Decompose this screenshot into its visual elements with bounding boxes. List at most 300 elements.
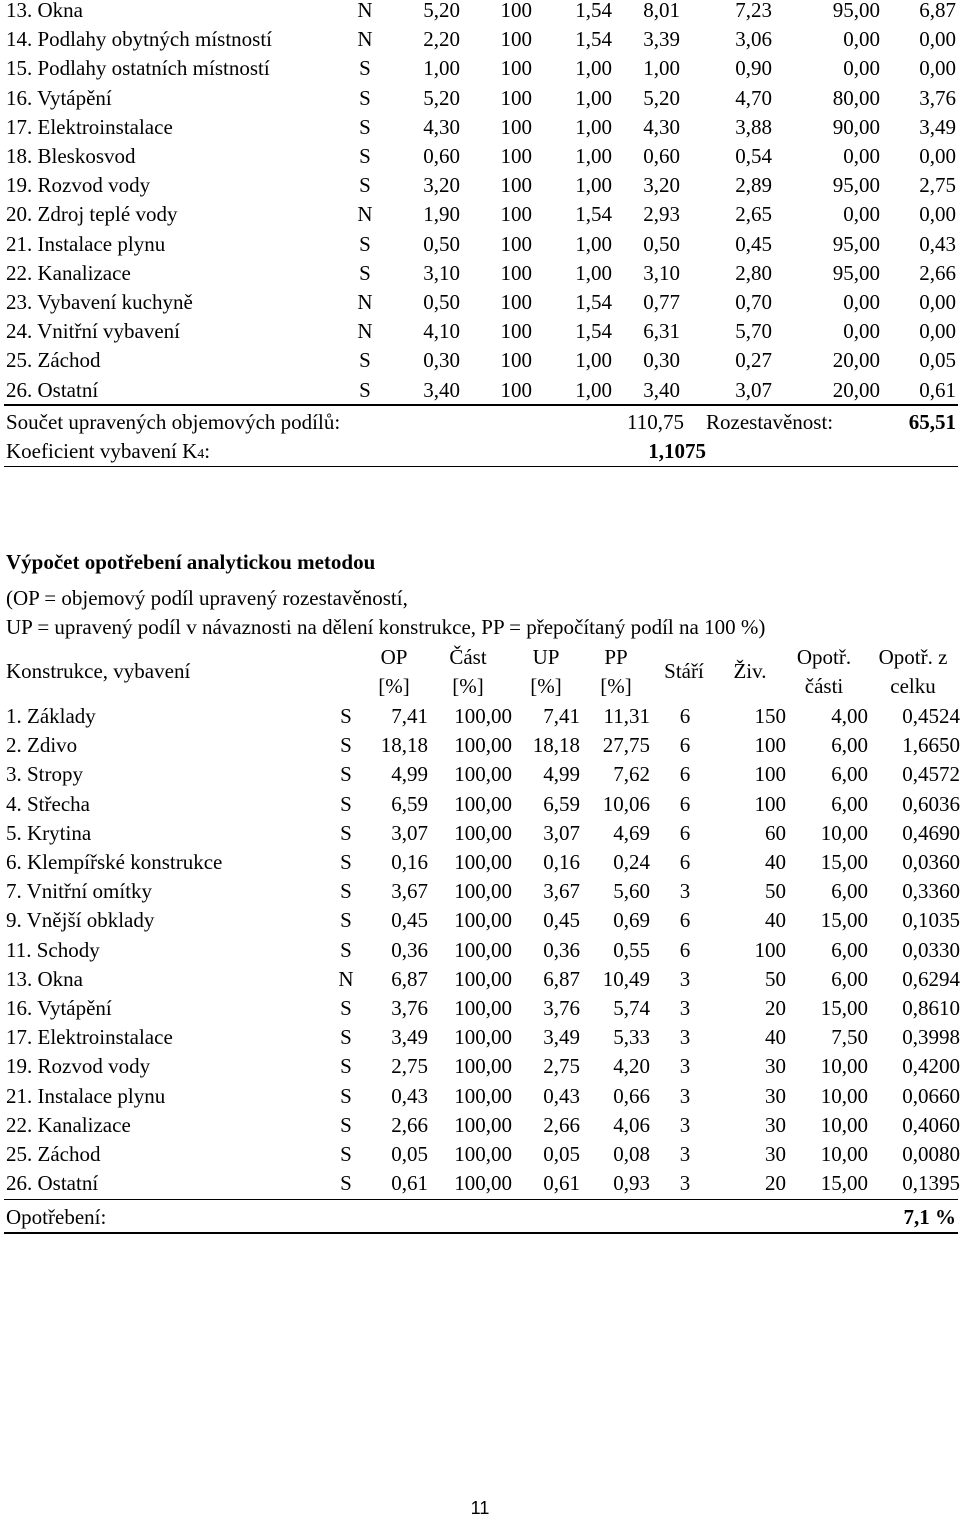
cell-v1: 2,20 <box>423 27 460 52</box>
cell-item: 2. Zdivo <box>6 733 78 758</box>
cell-pp: 0,69 <box>613 908 650 933</box>
cell-pp: 0,93 <box>613 1171 650 1196</box>
cell-up: 7,41 <box>543 704 580 728</box>
cell-v7: 0,61 <box>919 377 956 402</box>
cell-type: S <box>359 114 371 139</box>
cell-pp: 11,31 <box>603 704 650 728</box>
cell-item: 5. Krytina <box>6 820 92 845</box>
cell-v5: 3,88 <box>735 114 772 139</box>
table-row <box>0 1082 960 1111</box>
cell-v3: 1,00 <box>575 144 612 168</box>
cell-v3: 1,00 <box>575 231 612 256</box>
cell-v6: 0,00 <box>843 144 880 168</box>
cell-opotr-casti: 6,00 <box>831 879 868 904</box>
header-pp-unit: [%] <box>600 674 632 698</box>
table2-separator <box>4 1199 958 1200</box>
cell-opotr-celku: 0,0080 <box>902 1142 960 1166</box>
header-stari: Stáří <box>664 659 704 683</box>
cell-type: S <box>340 1025 352 1050</box>
cell-pp: 5,74 <box>613 996 650 1020</box>
cell-item: 3. Stropy <box>6 762 84 787</box>
cell-v5: 0,27 <box>735 348 772 373</box>
cell-type: S <box>340 1171 352 1196</box>
cell-v3: 1,00 <box>575 56 612 81</box>
cell-v6: 95,00 <box>832 231 880 256</box>
cell-opotr-celku: 0,3360 <box>902 879 960 904</box>
cell-v2: 100 <box>500 260 532 285</box>
cell-type: S <box>359 231 371 256</box>
cell-v7: 6,87 <box>919 0 956 22</box>
cell-type: S <box>359 85 371 110</box>
cell-pp: 5,33 <box>613 1025 650 1050</box>
cell-stari: 6 <box>679 762 691 787</box>
cell-item: 23. Vybavení kuchyně <box>6 290 193 314</box>
cell-opotr-casti: 15,00 <box>820 1171 868 1196</box>
table-row <box>0 288 960 317</box>
cell-up: 3,76 <box>543 996 580 1020</box>
table1-separator <box>4 404 958 406</box>
cell-v1: 5,20 <box>423 85 460 110</box>
cell-v2: 100 <box>500 85 532 110</box>
cell-v1: 3,40 <box>423 377 460 402</box>
cell-cast: 100,00 <box>454 1112 512 1137</box>
section-note-2: UP = upravený podíl v návaznosti na dělení konstrukce, PP = přepočítaný podíl na 100 %) <box>6 615 766 639</box>
cell-stari: 3 <box>679 1171 691 1196</box>
cell-v5: 2,89 <box>735 173 772 198</box>
table-row <box>0 142 960 171</box>
cell-ziv: 20 <box>765 1171 786 1196</box>
cell-v5: 0,90 <box>735 56 772 81</box>
cell-v1: 1,90 <box>423 202 460 227</box>
cell-pp: 10,49 <box>602 966 650 991</box>
cell-opotr-casti: 6,00 <box>831 762 868 787</box>
table-row <box>0 54 960 83</box>
cell-item: 20. Zdroj teplé vody <box>6 202 178 227</box>
cell-v6: 95,00 <box>832 260 880 285</box>
cell-v4: 3,40 <box>643 377 680 402</box>
header-konstrukce: Konstrukce, vybavení <box>6 659 191 683</box>
table-row <box>0 790 960 819</box>
cell-ziv: 40 <box>765 908 786 933</box>
cell-item: 21. Instalace plynu <box>6 231 166 256</box>
cell-v5: 4,70 <box>735 85 772 110</box>
cell-v7: 0,00 <box>919 27 956 52</box>
cell-pp: 0,55 <box>613 937 650 962</box>
cell-item: 18. Bleskosvod <box>6 144 136 168</box>
cell-v2: 100 <box>500 27 532 52</box>
sum-label: Součet upravených objemových podílů: <box>6 410 341 434</box>
cell-v2: 100 <box>500 377 532 402</box>
cell-opotr-celku: 0,6036 <box>902 791 960 816</box>
cell-ziv: 40 <box>765 1025 786 1050</box>
cell-type: S <box>340 1112 352 1137</box>
cell-v5: 3,06 <box>735 27 772 52</box>
cell-item: 4. Střecha <box>6 791 90 816</box>
table-row <box>0 994 960 1023</box>
table-row <box>0 731 960 760</box>
cell-pp: 10,06 <box>602 791 650 816</box>
cell-item: 26. Ostatní <box>6 377 99 402</box>
cell-v6: 20,00 <box>832 377 880 402</box>
cell-stari: 3 <box>679 879 691 904</box>
cell-v2: 100 <box>500 114 532 139</box>
cell-v7: 0,00 <box>919 56 956 81</box>
cell-cast: 100,00 <box>454 820 512 845</box>
cell-stari: 6 <box>679 850 691 874</box>
cell-cast: 100,00 <box>454 704 512 728</box>
cell-type: S <box>359 173 371 198</box>
cell-item: 22. Kanalizace <box>6 260 131 285</box>
cell-v3: 1,00 <box>575 85 612 110</box>
cell-v2: 100 <box>500 56 532 81</box>
cell-ziv: 100 <box>754 762 786 787</box>
cell-opotr-casti: 6,00 <box>831 791 868 816</box>
cell-ziv: 100 <box>754 791 786 816</box>
cell-v4: 6,31 <box>643 319 680 344</box>
cell-stari: 3 <box>679 996 691 1020</box>
cell-op: 0,05 <box>391 1142 428 1166</box>
koef-value: 1,1075 <box>648 439 706 463</box>
cell-v3: 1,00 <box>575 377 612 402</box>
header-ziv: Živ. <box>733 659 767 683</box>
cell-v1: 5,20 <box>423 0 460 22</box>
cell-op: 0,16 <box>391 850 428 874</box>
cell-op: 2,75 <box>391 1054 428 1079</box>
table-row <box>0 965 960 994</box>
cell-opotr-celku: 0,6294 <box>902 966 960 991</box>
table-row <box>0 1111 960 1140</box>
cell-stari: 6 <box>679 791 691 816</box>
cell-opotr-casti: 15,00 <box>820 996 868 1020</box>
cell-type: N <box>338 966 354 991</box>
cell-stari: 6 <box>679 937 691 962</box>
table-row <box>0 906 960 935</box>
cell-type: N <box>357 27 373 52</box>
cell-v6: 0,00 <box>843 27 880 52</box>
cell-stari: 6 <box>679 704 691 728</box>
cell-v2: 100 <box>500 290 532 314</box>
cell-opotr-casti: 15,00 <box>820 908 868 933</box>
header-op-unit: [%] <box>378 674 410 698</box>
cell-op: 0,45 <box>391 908 428 933</box>
cell-type: S <box>340 1054 352 1079</box>
cell-type: S <box>359 260 371 285</box>
cell-opotr-casti: 15,00 <box>820 850 868 874</box>
cell-item: 19. Rozvod vody <box>6 1054 151 1079</box>
cell-v7: 2,75 <box>919 173 956 198</box>
cell-opotr-casti: 6,00 <box>831 733 868 758</box>
cell-v5: 0,70 <box>735 290 772 314</box>
cell-type: S <box>340 1083 352 1108</box>
cell-opotr-casti: 7,50 <box>831 1025 868 1050</box>
cell-up: 6,59 <box>543 791 580 816</box>
cell-v1: 4,30 <box>423 114 460 139</box>
cell-item: 7. Vnitřní omítky <box>6 879 153 904</box>
cell-up: 0,43 <box>543 1083 580 1108</box>
cell-op: 0,43 <box>391 1083 428 1108</box>
cell-opotr-celku: 0,1395 <box>902 1171 960 1196</box>
cell-opotr-celku: 0,4524 <box>902 704 960 728</box>
cell-v4: 8,01 <box>643 0 680 22</box>
header-cast-unit: [%] <box>452 674 484 698</box>
cell-v6: 90,00 <box>832 114 880 139</box>
cell-ziv: 150 <box>754 704 786 728</box>
cell-cast: 100,00 <box>454 1142 512 1166</box>
cell-ziv: 50 <box>765 879 786 904</box>
table-row <box>0 171 960 200</box>
cell-v4: 1,00 <box>643 56 680 81</box>
cell-v4: 0,30 <box>643 348 680 373</box>
cell-v3: 1,54 <box>575 0 612 22</box>
rozestavenost-label: Rozestavěnost: <box>706 410 834 434</box>
cell-v6: 0,00 <box>843 202 880 227</box>
cell-type: S <box>340 908 352 933</box>
cell-stari: 3 <box>679 1112 691 1137</box>
cell-stari: 6 <box>679 908 691 933</box>
cell-type: S <box>340 937 352 962</box>
cell-up: 0,36 <box>543 937 580 962</box>
cell-stari: 3 <box>679 1025 691 1050</box>
cell-ziv: 30 <box>765 1054 786 1079</box>
cell-pp: 4,20 <box>613 1054 650 1079</box>
table-row <box>0 113 960 142</box>
cell-item: 21. Instalace plynu <box>6 1083 166 1108</box>
cell-op: 0,61 <box>391 1171 428 1196</box>
cell-stari: 3 <box>679 966 691 991</box>
cell-type: N <box>357 319 373 344</box>
cell-opotr-celku: 1,6650 <box>902 733 960 758</box>
cell-type: S <box>340 704 352 728</box>
cell-op: 6,87 <box>391 966 428 991</box>
cell-opotr-celku: 0,4060 <box>902 1112 960 1137</box>
cell-type: S <box>340 996 352 1020</box>
header-cast: Část <box>449 645 487 669</box>
cell-opotr-casti: 10,00 <box>820 1142 868 1166</box>
header-opotr-celku: Opotř. z <box>878 645 948 669</box>
cell-ziv: 50 <box>765 966 786 991</box>
table-row <box>0 819 960 848</box>
cell-v5: 3,07 <box>735 377 772 402</box>
table-row <box>0 346 960 375</box>
cell-v7: 2,66 <box>919 260 956 285</box>
cell-opotr-casti: 10,00 <box>820 1083 868 1108</box>
cell-item: 14. Podlahy obytných místností <box>6 27 273 52</box>
cell-v1: 4,10 <box>423 319 460 344</box>
cell-type: S <box>340 762 352 787</box>
header-up: UP <box>532 645 560 669</box>
cell-cast: 100,00 <box>454 762 512 787</box>
cell-ziv: 60 <box>765 820 786 845</box>
opotrebeni-value: 7,1 % <box>903 1205 956 1229</box>
opotrebeni-label: Opotřebení: <box>6 1205 107 1229</box>
cell-v1: 0,50 <box>423 290 460 314</box>
cell-up: 0,61 <box>543 1171 580 1196</box>
cell-type: N <box>357 0 373 22</box>
cell-v7: 0,00 <box>919 202 956 227</box>
cell-v3: 1,54 <box>575 290 612 314</box>
cell-op: 3,49 <box>391 1025 428 1050</box>
header-opotr-casti: Opotř. <box>796 645 852 669</box>
cell-type: N <box>357 290 373 314</box>
header-pp: PP <box>604 645 628 669</box>
cell-ziv: 30 <box>765 1112 786 1137</box>
cell-cast: 100,00 <box>454 733 512 758</box>
cell-v7: 3,49 <box>919 114 956 139</box>
cell-opotr-casti: 6,00 <box>831 937 868 962</box>
cell-opotr-celku: 0,4572 <box>902 762 960 787</box>
cell-opotr-celku: 0,4200 <box>902 1054 960 1079</box>
cell-v5: 5,70 <box>735 319 772 344</box>
cell-item: 16. Vytápění <box>6 85 112 110</box>
cell-cast: 100,00 <box>454 1025 512 1050</box>
page-number: 11 <box>470 1498 490 1518</box>
cell-v4: 3,20 <box>643 173 680 198</box>
cell-cast: 100,00 <box>454 1054 512 1079</box>
cell-up: 4,99 <box>543 762 580 787</box>
table-row <box>0 760 960 789</box>
cell-pp: 27,75 <box>602 733 650 758</box>
table-row <box>0 877 960 906</box>
cell-opotr-casti: 10,00 <box>820 1112 868 1137</box>
cell-v2: 100 <box>500 348 532 373</box>
cell-v5: 0,54 <box>735 144 772 168</box>
cell-up: 0,16 <box>543 850 580 874</box>
cell-v7: 0,43 <box>919 231 956 256</box>
cell-v4: 2,93 <box>643 202 680 227</box>
cell-cast: 100,00 <box>454 791 512 816</box>
cell-opotr-celku: 0,0660 <box>902 1083 960 1108</box>
cell-item: 25. Záchod <box>6 348 101 373</box>
cell-pp: 0,24 <box>613 850 650 874</box>
cell-opotr-casti: 10,00 <box>820 1054 868 1079</box>
table-row <box>0 25 960 54</box>
cell-ziv: 100 <box>754 937 786 962</box>
cell-opotr-celku: 0,4690 <box>902 820 960 845</box>
cell-item: 26. Ostatní <box>6 1171 99 1196</box>
cell-cast: 100,00 <box>454 879 512 904</box>
cell-v4: 0,77 <box>643 290 680 314</box>
cell-cast: 100,00 <box>454 1171 512 1196</box>
cell-v3: 1,00 <box>575 173 612 198</box>
cell-type: N <box>357 202 373 227</box>
cell-pp: 5,60 <box>613 879 650 904</box>
cell-stari: 3 <box>679 1083 691 1108</box>
cell-cast: 100,00 <box>454 937 512 962</box>
cell-v7: 0,00 <box>919 144 956 168</box>
cell-v3: 1,00 <box>575 348 612 373</box>
cell-op: 4,99 <box>391 762 428 787</box>
table-row <box>0 848 960 877</box>
cell-pp: 0,66 <box>613 1083 650 1108</box>
table-row <box>0 230 960 259</box>
cell-opotr-celku: 0,8610 <box>902 996 960 1020</box>
section-note-1: (OP = objemový podíl upravený rozestavěností, <box>6 586 408 610</box>
cell-opotr-casti: 4,00 <box>831 704 868 728</box>
cell-opotr-celku: 0,0360 <box>902 850 960 874</box>
cell-item: 6. Klempířské konstrukce <box>6 850 223 874</box>
cell-opotr-casti: 6,00 <box>831 966 868 991</box>
cell-type: S <box>340 850 352 874</box>
cell-item: 11. Schody <box>6 937 100 962</box>
cell-v6: 20,00 <box>832 348 880 373</box>
cell-op: 7,41 <box>391 704 428 728</box>
cell-pp: 0,08 <box>613 1142 650 1166</box>
cell-ziv: 40 <box>765 850 786 874</box>
cell-v4: 4,30 <box>643 114 680 139</box>
cell-item: 1. Základy <box>6 704 96 728</box>
section-title: Výpočet opotřebení analytickou metodou <box>6 550 376 574</box>
cell-v1: 1,00 <box>423 56 460 81</box>
table-row <box>0 376 960 405</box>
cell-type: S <box>359 144 371 168</box>
cell-op: 18,18 <box>380 733 428 758</box>
cell-pp: 4,69 <box>613 820 650 845</box>
cell-v2: 100 <box>500 173 532 198</box>
cell-up: 3,07 <box>543 820 580 845</box>
cell-v2: 100 <box>500 231 532 256</box>
table-row <box>0 200 960 229</box>
cell-v5: 7,23 <box>735 0 772 22</box>
cell-v2: 100 <box>500 0 532 22</box>
cell-type: S <box>359 56 371 81</box>
cell-cast: 100,00 <box>454 850 512 874</box>
cell-item: 16. Vytápění <box>6 996 112 1020</box>
table-row <box>0 84 960 113</box>
table2-bottom-rule <box>4 1232 958 1234</box>
cell-op: 3,76 <box>391 996 428 1020</box>
cell-stari: 3 <box>679 1054 691 1079</box>
cell-type: S <box>359 348 371 373</box>
cell-opotr-celku: 0,0330 <box>902 937 960 962</box>
cell-item: 15. Podlahy ostatních místností <box>6 56 270 81</box>
cell-item: 19. Rozvod vody <box>6 173 151 198</box>
cell-type: S <box>359 377 371 402</box>
table-row <box>0 317 960 346</box>
table-row <box>0 936 960 965</box>
cell-opotr-celku: 0,1035 <box>902 908 960 933</box>
cell-pp: 7,62 <box>613 762 650 787</box>
cell-up: 0,05 <box>543 1142 580 1166</box>
cell-cast: 100,00 <box>454 996 512 1020</box>
cell-v6: 0,00 <box>843 290 880 314</box>
rozestavenost-value: 65,51 <box>908 410 956 434</box>
cell-v6: 95,00 <box>832 173 880 198</box>
cell-v4: 5,20 <box>643 85 680 110</box>
koef-label: Koeficient vybavení K4: <box>6 439 211 463</box>
header-up-unit: [%] <box>530 674 562 698</box>
cell-stari: 6 <box>679 820 691 845</box>
cell-item: 22. Kanalizace <box>6 1112 131 1137</box>
cell-v3: 1,54 <box>575 202 612 227</box>
cell-item: 24. Vnitřní vybavení <box>6 319 181 344</box>
cell-up: 2,66 <box>543 1112 580 1137</box>
cell-stari: 3 <box>679 1142 691 1166</box>
cell-op: 3,67 <box>391 879 428 904</box>
cell-v3: 1,54 <box>575 27 612 52</box>
cell-type: S <box>340 1142 352 1166</box>
cell-item: 13. Okna <box>6 966 83 991</box>
header-opotr-celku-2: celku <box>890 674 936 698</box>
cell-v3: 1,00 <box>575 114 612 139</box>
cell-v1: 3,10 <box>423 260 460 285</box>
cell-v2: 100 <box>500 144 532 168</box>
header-op: OP <box>380 645 408 669</box>
cell-v5: 0,45 <box>735 231 772 256</box>
cell-v1: 0,50 <box>423 231 460 256</box>
cell-v1: 0,60 <box>423 144 460 168</box>
cell-v7: 0,05 <box>919 348 956 373</box>
cell-type: S <box>340 879 352 904</box>
